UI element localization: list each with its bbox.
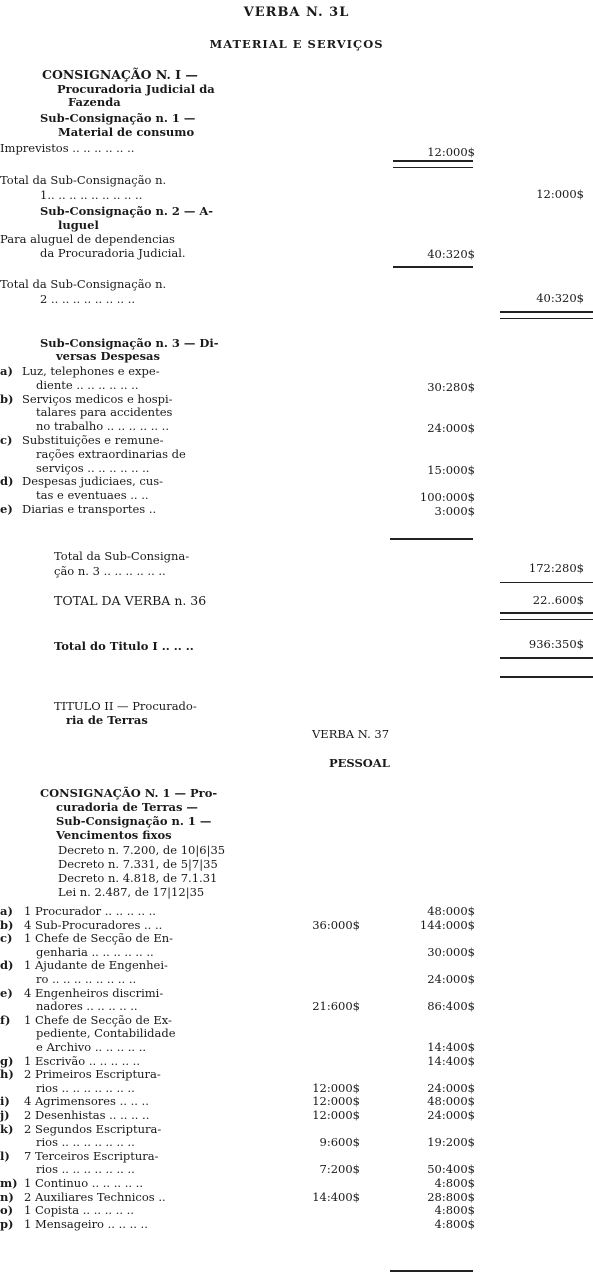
item-total-value: 30:000$: [427, 944, 475, 959]
item-marker: a): [0, 904, 13, 918]
sub2-total-value: 40:320$: [536, 291, 584, 305]
consignacao-37-line3: Sub-Consignação n. 1 —: [56, 814, 212, 828]
verba-36-title: VERBA N. 3L: [243, 5, 350, 20]
item-total-value: 28:800$: [427, 1189, 475, 1204]
item-text-line: Serviços medicos e hospi-: [22, 391, 173, 406]
item-text-line: Despesas judiciaes, cus-: [22, 474, 164, 489]
item-marker: h): [0, 1067, 14, 1082]
sub1-total-value: 12:000$: [536, 187, 584, 201]
item-marker: l): [0, 1148, 10, 1163]
item-text-line: 7 Terceiros Escriptura-: [24, 1148, 159, 1163]
verba-36-total-label: TOTAL DA VERBA n. 36: [54, 593, 207, 608]
rule: [500, 676, 593, 678]
rule: [500, 311, 593, 313]
item-text-line: 1 Ajudante de Engenhei-: [24, 958, 168, 973]
item-unit-value: 9:600$: [319, 1135, 360, 1150]
item-marker: b): [0, 917, 14, 932]
item-total-value: 19:200$: [427, 1135, 475, 1150]
titulo-2-heading-line1: TITULO II — Procurado-: [54, 699, 197, 713]
item-marker: k): [0, 1121, 14, 1136]
verba-36-total-value: 22..600$: [532, 593, 584, 607]
item-marker: d): [0, 958, 14, 973]
item-total-value: 4:800$: [434, 1216, 475, 1231]
aluguel-label-line1: Para aluguel de dependencias: [0, 232, 175, 246]
item-total-value: 86:400$: [427, 999, 475, 1014]
item-text-line: 2 Desenhistas .. .. .. ..: [24, 1108, 150, 1122]
sub1-total-label-line1: Total da Sub-Consignação n.: [0, 173, 167, 187]
item-text-line: rios .. .. .. .. .. .. ..: [36, 1080, 135, 1095]
item-total-value: 24:000$: [427, 1080, 475, 1095]
item-text-line: 1 Chefe de Secção de En-: [24, 931, 174, 946]
item-text-line: 2 Primeiros Escriptura-: [24, 1067, 161, 1082]
item-text-line: ro .. .. .. .. .. .. .. ..: [36, 972, 137, 986]
consignacao-37-line2: curadoria de Terras —: [56, 800, 198, 814]
consignacao-1-desc-line2: Fazenda: [68, 95, 121, 109]
item-unit-value: 12:000$: [312, 1094, 360, 1109]
item-text-line: Luz, telephones e expe-: [22, 364, 160, 378]
item-marker: n): [0, 1189, 14, 1204]
item-marker: o): [0, 1203, 14, 1218]
item-total-value: 4:800$: [434, 1203, 475, 1218]
rule: [500, 582, 593, 583]
item-text-line: rios .. .. .. .. .. .. ..: [36, 1135, 135, 1150]
item-value: 30:280$: [427, 379, 475, 394]
item-text-line: 1 Escrivão .. .. .. .. ..: [24, 1053, 140, 1068]
rule: [393, 266, 473, 268]
item-value: 3:000$: [434, 504, 475, 518]
item-marker: b): [0, 391, 14, 406]
item-unit-value: 7:200$: [319, 1162, 360, 1177]
consignacao-37-line4: Vencimentos fixos: [56, 828, 172, 842]
item-total-value: 50:400$: [427, 1162, 475, 1177]
consignacao-1-desc-line1: Procuradoria Judicial da: [57, 82, 215, 96]
item-unit-value: 21:600$: [312, 999, 360, 1014]
item-marker: g): [0, 1053, 14, 1068]
item-marker: i): [0, 1094, 10, 1109]
imprevistos-label: Imprevistos .. .. .. .. .. ..: [0, 141, 135, 155]
sub3-total-value: 172:280$: [528, 561, 584, 575]
item-total-value: 144:000$: [419, 917, 475, 932]
item-unit-value: 12:000$: [312, 1080, 360, 1095]
item-total-value: 4:800$: [434, 1176, 475, 1190]
item-text-line: 2 Auxiliares Technicos ..: [24, 1189, 166, 1204]
imprevistos-value: 12:000$: [427, 145, 475, 159]
item-value: 15:000$: [427, 462, 475, 477]
item-marker: c): [0, 931, 13, 946]
item-marker: d): [0, 474, 14, 489]
item-marker: a): [0, 364, 13, 378]
item-marker: c): [0, 433, 13, 447]
item-text-line: 4 Sub-Procuradores .. ..: [24, 917, 163, 932]
aluguel-value: 40:320$: [427, 247, 475, 261]
sub2-total-label-line2: 2 .. .. .. .. .. .. .. ..: [40, 292, 136, 306]
consignacao-37-line1: CONSIGNAÇÃO N. 1 — Pro-: [40, 786, 218, 800]
rule: [393, 167, 473, 168]
item-unit-value: 12:000$: [312, 1108, 360, 1122]
item-total-value: 48:000$: [427, 904, 475, 918]
sub3-title-line1: Sub-Consignação n. 3 — Di-: [40, 336, 219, 350]
rule: [500, 318, 593, 319]
item-text-line: nadores .. .. .. .. ..: [36, 999, 138, 1014]
item-text-line: 4 Engenheiros discrimi-: [24, 985, 164, 1000]
item-text-line: talares para accidentes: [36, 405, 173, 420]
titulo-1-total-value: 936:350$: [528, 637, 584, 651]
item-total-value: 24:000$: [427, 972, 475, 986]
item-unit-value: 14:400$: [312, 1189, 360, 1204]
rule: [393, 160, 473, 162]
sub1-title-line1: Sub-Consignação n. 1 —: [40, 111, 196, 125]
item-text-line: genharia .. .. .. .. .. ..: [36, 944, 154, 959]
item-marker: f): [0, 1012, 11, 1027]
item-marker: j): [0, 1108, 10, 1122]
item-total-value: 14:400$: [427, 1053, 475, 1068]
verba-37-title: VERBA N. 37: [312, 727, 390, 741]
sub3-title-line2: versas Despesas: [56, 349, 160, 363]
item-text-line: 1 Procurador .. .. .. .. ..: [24, 904, 156, 918]
item-text-line: e Archivo .. .. .. .. ..: [36, 1040, 147, 1054]
rule: [500, 612, 593, 614]
item-text-line: rios .. .. .. .. .. .. ..: [36, 1162, 135, 1177]
sub3-total-label-line2: ção n. 3 .. .. .. .. .. ..: [54, 564, 166, 578]
consignacao-1-heading: CONSIGNAÇÃO N. I —: [42, 67, 198, 82]
sub2-title-line2: luguel: [58, 218, 99, 232]
item-marker: e): [0, 985, 13, 1000]
sub2-title-line1: Sub-Consignação n. 2 — A-: [40, 204, 214, 218]
sub3-total-label-line1: Total da Sub-Consigna-: [54, 549, 190, 563]
decreto-line: Decreto n. 4.818, de 7.1.31: [58, 871, 218, 885]
decreto-line: Decreto n. 7.331, de 5|7|35: [58, 857, 218, 871]
item-text-line: rações extraordinarias de: [36, 446, 186, 461]
item-text-line: 4 Agrimensores .. .. ..: [24, 1094, 149, 1109]
item-marker: m): [0, 1176, 18, 1190]
item-value: 100:000$: [419, 490, 475, 505]
verba-36-subtitle: MATERIAL E SERVIÇOS: [209, 37, 384, 51]
item-value: 24:000$: [427, 421, 475, 436]
sub1-title-line2: Material de consumo: [58, 125, 195, 139]
item-total-value: 14:400$: [427, 1040, 475, 1054]
item-text-line: pediente, Contabilidade: [36, 1026, 176, 1041]
item-text-line: diente .. .. .. .. .. ..: [36, 377, 139, 392]
item-text-line: 2 Segundos Escriptura-: [24, 1121, 162, 1136]
item-text-line: serviços .. .. .. .. .. ..: [36, 460, 150, 475]
item-marker: p): [0, 1216, 14, 1231]
sub2-total-label-line1: Total da Sub-Consignação n.: [0, 277, 167, 291]
rule: [500, 657, 593, 659]
decreto-line: Lei n. 2.487, de 17|12|35: [58, 885, 205, 899]
item-text-line: no trabalho .. .. .. .. .. ..: [36, 419, 169, 434]
item-total-value: 24:000$: [427, 1108, 475, 1122]
titulo-1-total-label: Total do Titulo I .. .. ..: [54, 639, 194, 653]
verba-37-subtitle: PESSOAL: [329, 756, 390, 770]
item-marker: e): [0, 502, 13, 516]
titulo-2-heading-line2: ria de Terras: [66, 713, 148, 727]
item-text-line: tas e eventuaes .. ..: [36, 488, 149, 503]
item-text-line: 1 Continuo .. .. .. .. ..: [24, 1176, 143, 1190]
item-text-line: 1 Mensageiro .. .. .. ..: [24, 1216, 148, 1231]
rule: [390, 1270, 473, 1272]
item-total-value: 48:000$: [427, 1094, 475, 1109]
rule: [390, 538, 473, 540]
item-text-line: 1 Copista .. .. .. .. ..: [24, 1203, 134, 1218]
item-text-line: Substituições e remune-: [22, 433, 164, 447]
decreto-line: Decreto n. 7.200, de 10|6|35: [58, 843, 226, 857]
sub1-total-label-line2: 1.. .. .. .. .. .. .. .. ..: [40, 188, 143, 202]
aluguel-label-line2: da Procuradoria Judicial.: [40, 246, 186, 260]
rule: [500, 619, 593, 620]
item-text-line: 1 Chefe de Secção de Ex-: [24, 1012, 172, 1027]
item-text-line: Diarias e transportes ..: [22, 502, 157, 516]
item-unit-value: 36:000$: [312, 917, 360, 932]
